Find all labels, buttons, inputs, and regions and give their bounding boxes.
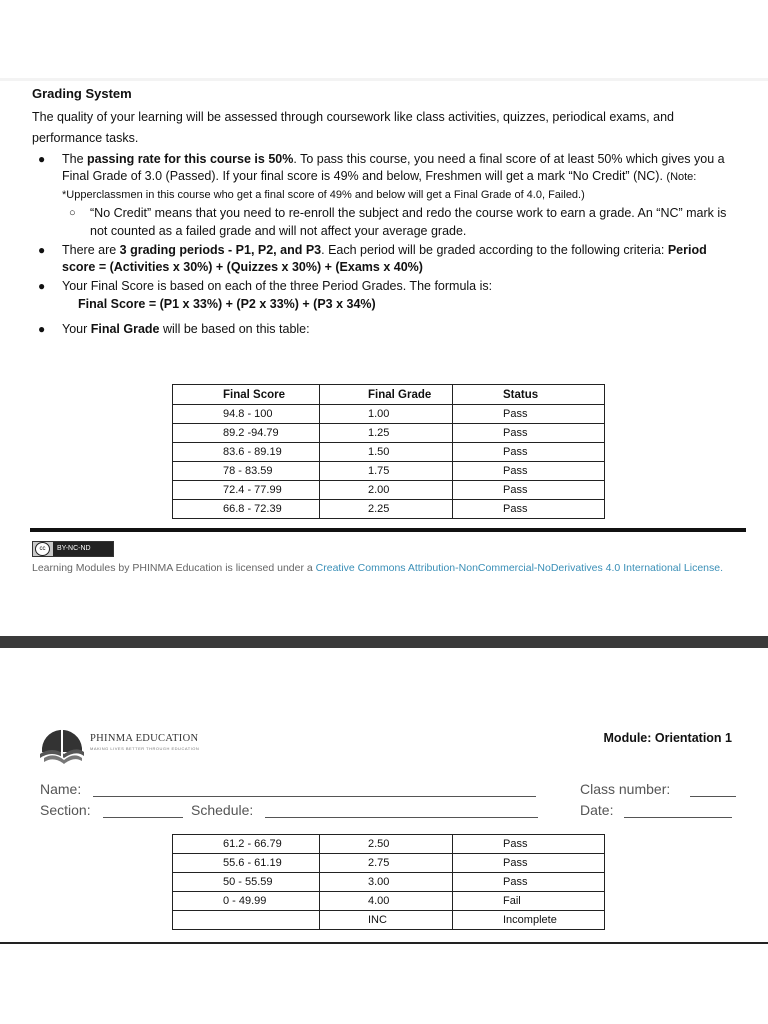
cc-badge-label: BY-NC-ND bbox=[53, 542, 113, 556]
final-grade-table bbox=[172, 384, 605, 519]
logo-name: PHINMA EDUCATION bbox=[90, 733, 199, 744]
table-row: 78 - 83.59 1.75 Pass bbox=[173, 462, 605, 481]
logo-tagline: MAKING LIVES BETTER THROUGH EDUCATION bbox=[90, 746, 200, 751]
sub-bullet-circle-icon: ○ bbox=[69, 207, 76, 219]
bullet-dot-icon: ● bbox=[38, 279, 46, 293]
section-label: Section: bbox=[40, 802, 91, 818]
footer-divider bbox=[30, 528, 746, 532]
table-row: 0 - 49.99 4.00 Fail bbox=[173, 892, 605, 911]
table-row: INC Incomplete bbox=[173, 911, 605, 930]
table-row: 61.2 - 66.79 2.50 Pass bbox=[173, 835, 605, 854]
table-row: 94.8 - 100 1.00 Pass bbox=[173, 405, 605, 424]
bullet-dot-icon: ● bbox=[38, 243, 46, 257]
cc-license-badge[interactable] bbox=[32, 541, 114, 557]
sub-bullet-no-credit: ○ “No Credit” means that you need to re-enroll the subject and redo the course work to earn a grade. An “NC” mark is not counted as a failed grade and will not affect your average grade. bbox=[69, 206, 727, 238]
final-score-formula: Final Score = (P1 x 33%) + (P2 x 33%) + (P3 x 34%) bbox=[78, 297, 376, 311]
table-row: 50 - 55.59 3.00 Pass bbox=[173, 873, 605, 892]
grading-heading: Grading System bbox=[32, 86, 132, 101]
section-field-line[interactable] bbox=[103, 817, 183, 818]
date-field-line[interactable] bbox=[624, 817, 732, 818]
class-number-label: Class number: bbox=[580, 781, 671, 797]
header-final-grade: Final Grade bbox=[320, 385, 453, 405]
header-final-score: Final Score bbox=[173, 385, 320, 405]
bullet-dot-icon: ● bbox=[38, 152, 46, 166]
class-number-field-line[interactable] bbox=[690, 796, 736, 797]
table-row: 89.2 -94.79 1.25 Pass bbox=[173, 424, 605, 443]
table-header-row bbox=[173, 385, 605, 405]
name-label: Name: bbox=[40, 781, 82, 797]
page-separator bbox=[0, 636, 768, 648]
schedule-label: Schedule: bbox=[191, 802, 254, 818]
date-label: Date: bbox=[580, 802, 614, 818]
header-status: Status bbox=[453, 385, 605, 405]
bullet-final-grade: ● Your Final Grade will be based on this table: bbox=[38, 322, 310, 336]
license-link[interactable]: Creative Commons Attribution-NonCommercial-NoDerivatives 4.0 International License. bbox=[315, 562, 724, 574]
cc-icon: cc bbox=[35, 542, 50, 556]
schedule-field-line[interactable] bbox=[265, 817, 538, 818]
bullet-dot-icon: ● bbox=[38, 322, 46, 336]
final-grade-table-continued bbox=[172, 834, 605, 930]
bullet-final-score: ● Your Final Score is based on each of the three Period Grades. The formula is: bbox=[38, 279, 493, 293]
page-header-shade bbox=[0, 78, 768, 81]
bottom-page-edge bbox=[0, 942, 768, 944]
grading-intro: The quality of your learning will be assessed through coursework like class activities, quizzes, periodical exams, and performance tasks. bbox=[32, 110, 674, 145]
license-notice: Learning Modules by PHINMA Education is licensed under a Creative Commons Attribution-NonCommercial-NoDerivatives 4.0 International License. bbox=[32, 562, 724, 574]
phinma-logo-icon bbox=[36, 718, 88, 768]
table-row: 55.6 - 61.19 2.75 Pass bbox=[173, 854, 605, 873]
module-title: Module: Orientation 1 bbox=[603, 731, 732, 745]
table-row: 72.4 - 77.99 2.00 Pass bbox=[173, 481, 605, 500]
table-row: 83.6 - 89.19 1.50 Pass bbox=[173, 443, 605, 462]
table-row: 66.8 - 72.39 2.25 Pass bbox=[173, 500, 605, 519]
name-field-line[interactable] bbox=[93, 796, 536, 797]
bullet-grading-periods: ● There are 3 grading periods - P1, P2, and P3. Each period will be graded according to the following criteria: Period score = (Activities x 30%) + (Quizzes x 30%) + (Exams x 40%) bbox=[38, 243, 707, 274]
grading-section bbox=[32, 86, 732, 338]
bullet-passing-rate: ● The passing rate for this course is 50%. To pass this course, you need a final score of at least 50% which gives you a Final Grade of 3.0 (Passed). If your final score is 49% and below, Freshmen will get a mark “No Credit” (NC). (Note: *Upperclassmen in this course who get a final score of 49% and below will get a Final Grade of 4.0, Failed.) bbox=[38, 152, 725, 201]
